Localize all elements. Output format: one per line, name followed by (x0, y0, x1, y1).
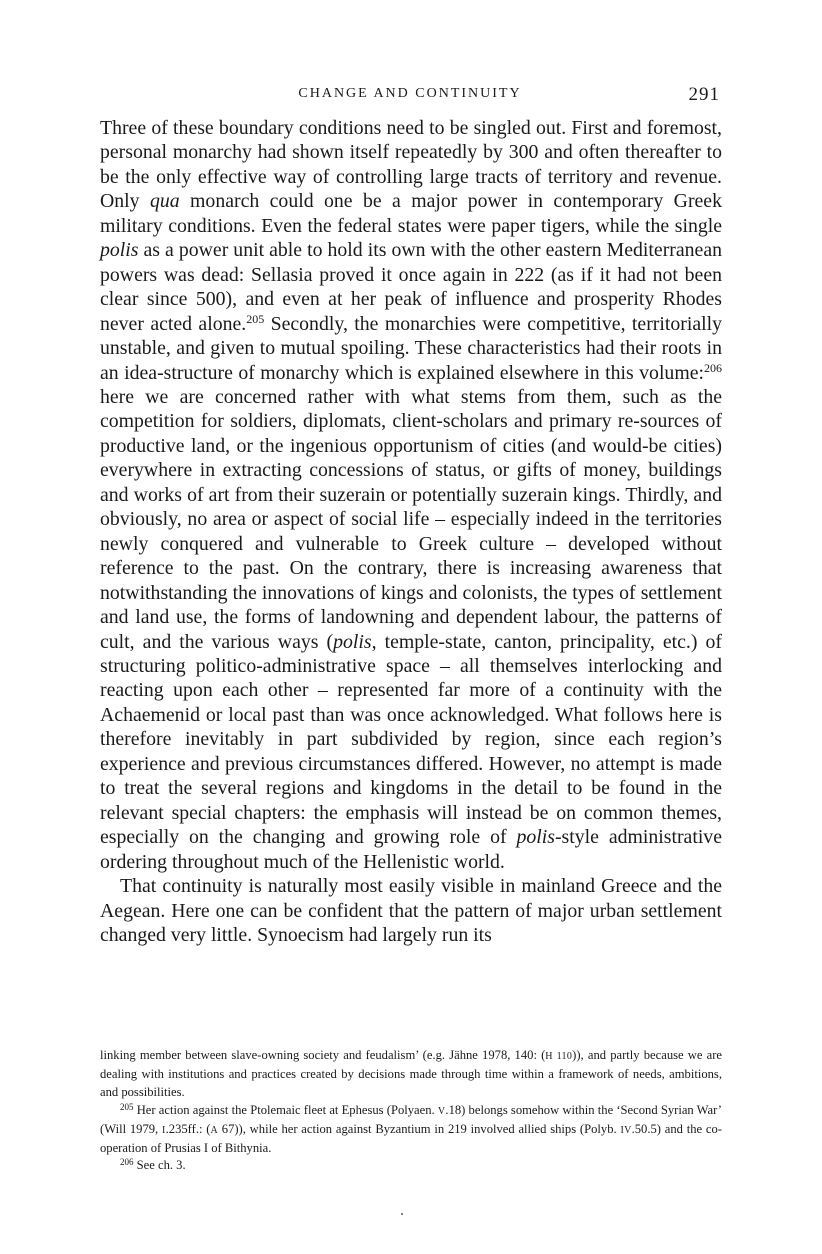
small-caps-ref: IV (620, 1124, 632, 1136)
text-run: Three of these boundary conditions need to be singled out. First and foremost, personal monarchy had shown itself repeatedly by 300 and often thereafter to be the only effective way of controlling large tracts of territory and revenue. Only (100, 117, 722, 213)
small-caps-ref: A (210, 1124, 218, 1136)
small-caps-ref: H 110 (545, 1051, 573, 1062)
footnote-ref-205[interactable]: 205 (246, 311, 265, 326)
italic-term: polis (100, 239, 139, 262)
text-run: .50.5) and the co-operation of Prusias I of Bithynia. (100, 1121, 722, 1155)
italic-term: polis (333, 630, 372, 653)
text-run: .235ff.: ( (165, 1121, 211, 1136)
small-caps-ref: V (437, 1105, 446, 1117)
italic-term: qua (149, 190, 180, 213)
text-run: here we are concerned rather with what stems from them, such as the competition for soldiers, diplomats, client-scholars and primary re-sources of productive land, or the ingenious opportunism of cities (and would-be cities) everywhere in extracting concessions of status, or gifts of money, buildings and works of art from their suzerain or potentially suzerain kings. Thirdly, and obviously, no area or aspect of social life – especially indeed in the territories newly conquered and vulnerable to Greek culture – developed without reference to the past. On the contrary, there is increasing awareness that notwithstanding the innovations of kings and colonists, the types of settlement and land use, the forms of landowning and dependent labour, the patterns of cult, and the various ways ( (100, 385, 722, 653)
text-run: )), and partly because we are dealing with institutions and practices created by decisions made through time within a framework of needs, ambitions, and possibilities. (100, 1048, 722, 1099)
footnote-ref-206[interactable]: 206 (704, 360, 722, 375)
scan-speck (401, 1213, 403, 1215)
small-caps-ref: I (161, 1124, 166, 1136)
footnote-number: 205 (120, 1101, 134, 1112)
page-number: 291 (688, 84, 720, 105)
footnote-206 (100, 1157, 722, 1175)
text-run: .18) belongs somehow within the ‘Second Syrian War’ (Will 1979, (100, 1102, 722, 1136)
footnote-continuation (100, 1047, 722, 1102)
footnotes (100, 1047, 722, 1175)
text-run: monarch could one be a major power in contemporary Greek military conditions. Even the federal states were paper tigers, while the single (100, 190, 722, 237)
text-run: -style administrative ordering throughout much of the Hellenistic world. (100, 826, 722, 873)
text-run: See ch. 3. (133, 1158, 186, 1173)
text-run: linking member between slave-owning society and feudalism’ (e.g. Jähne 1978, 140: ( (100, 1048, 546, 1062)
running-head (100, 82, 720, 106)
text-run: 67)), while her action against Byzantium in 219 involved allied ships (Polyb. (217, 1121, 621, 1136)
italic-term: polis (516, 826, 555, 849)
footnote-number: 206 (120, 1157, 134, 1168)
paragraph-continuity: That continuity is naturally most easily visible in mainland Greece and the Aegean. Here one can be confident that the pattern of major urban settlement changed very little. Synoecism had largely run its (100, 875, 722, 946)
footnote-205 (100, 1102, 722, 1158)
text-run: Her action against the Ptolemaic fleet at Ephesus (Polyaen. (133, 1102, 438, 1117)
paragraph-boundary-conditions (100, 116, 722, 874)
body-text (100, 116, 722, 947)
running-title: CHANGE AND CONTINUITY (298, 86, 522, 101)
text-run: as a power unit able to hold its own with the other eastern Mediterranean powers was dead: Sellasia proved it once again in 222 (as if it had not been clear since 500), and even at her peak of influence and prosperity Rhodes never acted alone. (100, 239, 722, 335)
text-run: Secondly, the monarchies were competitive, territorially unstable, and given to mutual spoiling. These characteristics had their roots in an idea-structure of monarchy which is explained elsewhere in this volume: (100, 312, 723, 384)
text-run: , temple-state, canton, principality, etc.) of structuring politico-administrative space – all themselves interlocking and reacting upon each other – represented far more of a continuity with the Achaemenid or local past than was once acknowledged. What follows here is therefore inevitably in part subdivided by region, since each region’s experience and previous circumstances differed. However, no attempt is made to treat the several regions and kingdoms in the detail to be found in the relevant special chapters: the emphasis will instead be on common themes, especially on the changing and growing role of (100, 630, 722, 849)
